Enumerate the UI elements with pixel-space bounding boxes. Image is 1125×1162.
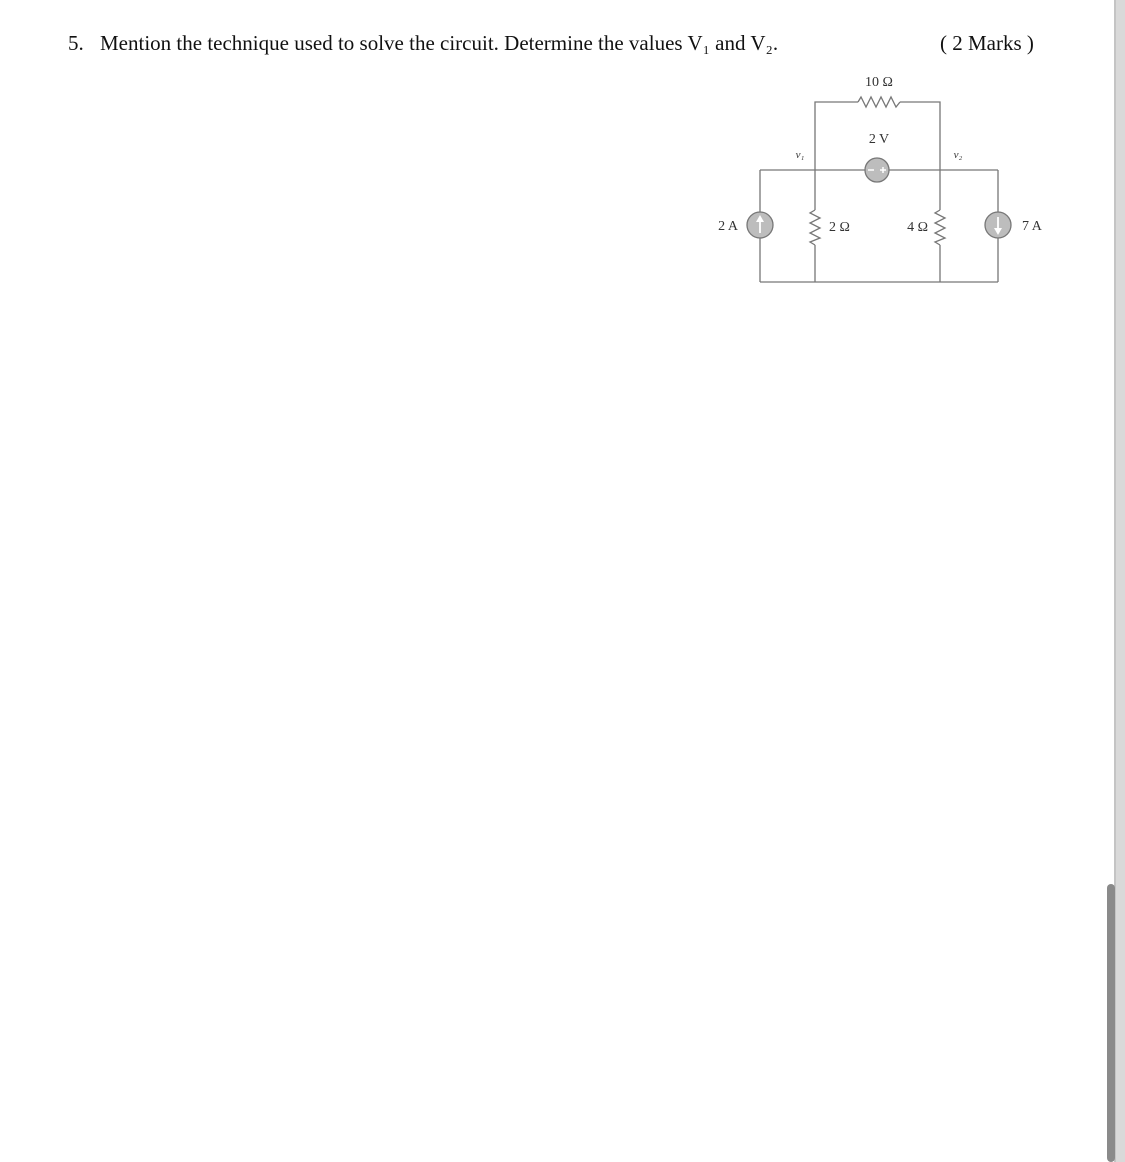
- label-resistor-4: 4 Ω: [907, 220, 928, 235]
- label-current-left: 2 A: [718, 219, 738, 234]
- label-current-right: 7 A: [1022, 219, 1042, 234]
- label-node-1: v₁: [795, 149, 805, 161]
- resistor-2-ohm: [810, 210, 820, 245]
- question-number: 5.: [68, 31, 84, 55]
- question-marks: ( 2 Marks ): [940, 31, 1034, 55]
- resistor-4-ohm: [935, 210, 945, 245]
- voltage-source-icon: [865, 158, 889, 182]
- label-resistor-10: 10 Ω: [865, 75, 893, 90]
- current-source-down-icon: [985, 212, 1011, 238]
- scrollbar-thumb[interactable]: [1107, 884, 1115, 1162]
- page-margin: [1116, 0, 1125, 1162]
- label-resistor-2: 2 Ω: [829, 220, 850, 235]
- circuit-diagram: [0, 0, 1125, 320]
- node-1-riser: [815, 102, 858, 170]
- question-body: Mention the technique used to solve the circuit. Determine the values V₁ and V₂.: [100, 31, 779, 55]
- label-node-2: v₂: [953, 149, 963, 161]
- current-source-up-icon: [747, 212, 773, 238]
- node-2-riser: [900, 102, 940, 170]
- label-voltage-source: 2 V: [868, 132, 890, 147]
- resistor-10-ohm: [858, 97, 900, 107]
